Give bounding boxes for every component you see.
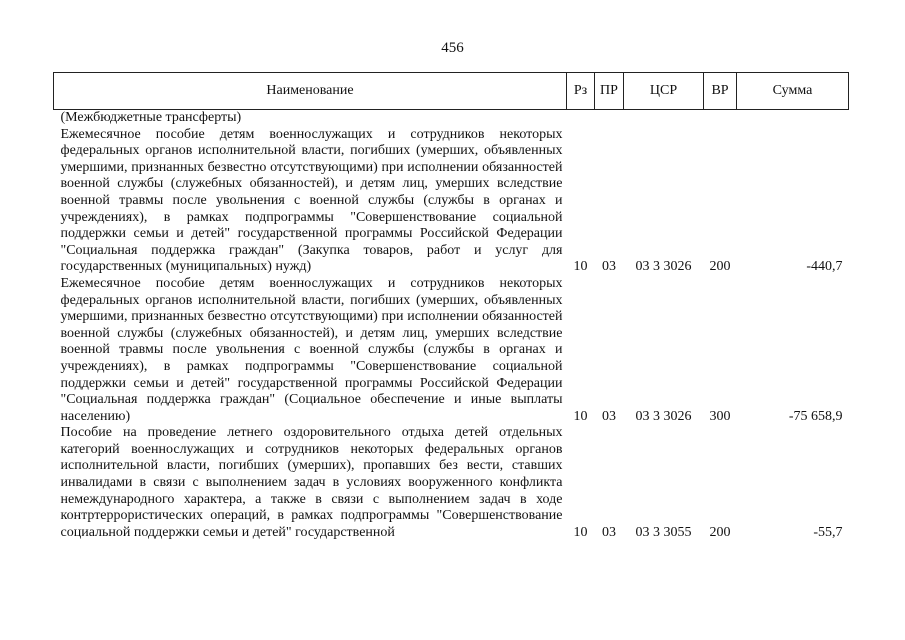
- row-csr: 03 3 3026: [635, 408, 692, 424]
- row-vr: 200: [709, 259, 731, 275]
- row-rz: 10: [573, 408, 588, 424]
- header-sum: Сумма: [737, 73, 849, 110]
- header-pr: ПР: [595, 73, 624, 110]
- row-rz: 10: [573, 524, 588, 540]
- row-sum: -55,7: [813, 524, 843, 540]
- row-rz: 10: [573, 259, 588, 275]
- row-vr: 200: [709, 524, 731, 540]
- header-name: Наименование: [54, 73, 567, 110]
- row-pr: 03: [602, 524, 616, 540]
- header-rz: Рз: [567, 73, 595, 110]
- table-row: [54, 276, 849, 425]
- page-number: 456: [441, 40, 464, 56]
- table-row: [54, 425, 849, 541]
- header-vr: ВР: [704, 73, 737, 110]
- row-sum: -75 658,9: [788, 408, 843, 424]
- row-csr: 03 3 3026: [635, 259, 692, 275]
- table-row: [54, 127, 849, 276]
- row-csr: 03 3 3055: [635, 524, 692, 540]
- row-name: Ежемесячное пособие детям военнослужащих и сотрудников некоторых федеральных органов исполнительной власти, погибших (умерших, объявленных умершими, признанных безвестно отсутствующими) при исполнении обязанностей военной службы (служебных обязанностей), и детям лиц, умерших вследствие военной травмы после увольнения с военной службы (службы в органах и учреждениях), в рамках подпрограммы "Совершенствование социальной поддержки семьи и детей" государственной программы Российской Федерации "Социальная поддержка граждан" (Закупка товаров, работ и услуг для государственных (муниципальных) нужд): [60, 126, 563, 275]
- row-vr: 300: [709, 408, 731, 424]
- row-pr: 03: [602, 408, 616, 424]
- table-header: [54, 73, 849, 110]
- table-row: [54, 110, 849, 127]
- row-name: (Межбюджетные трансферты): [60, 110, 242, 125]
- row-pr: 03: [602, 259, 616, 275]
- budget-table: [53, 72, 849, 541]
- header-csr: ЦСР: [624, 73, 704, 110]
- row-name: Ежемесячное пособие детям военнослужащих и сотрудников некоторых федеральных органов исполнительной власти, погибших (умерших, объявленных умершими, признанных безвестно отсутствующими) при исполнении обязанностей военной службы (служебных обязанностей), и детям лиц, умерших вследствие военной травмы после увольнения с военной службы (службы в органах и учреждениях), в рамках подпрограммы "Совершенствование социальной поддержки семьи и детей" государственной программы Российской Федерации "Социальная поддержка граждан" (Социальное обеспечение и иные выплаты населению): [60, 275, 563, 424]
- row-sum: -440,7: [806, 259, 843, 275]
- row-name: Пособие на проведение летнего оздоровительного отдыха детей отдельных категорий военнослужащих и сотрудников некоторых федеральных органов исполнительной власти, погибших (умерших), пропавших без вести, ставших инвалидами в связи с выполнением задач в условиях вооруженного конфликта немеждународного характера, а также в связи с выполнением задач в ходе контртеррористических операций, в рамках подпрограммы "Совершенствование социальной поддержки семьи и детей" государственной: [60, 425, 563, 540]
